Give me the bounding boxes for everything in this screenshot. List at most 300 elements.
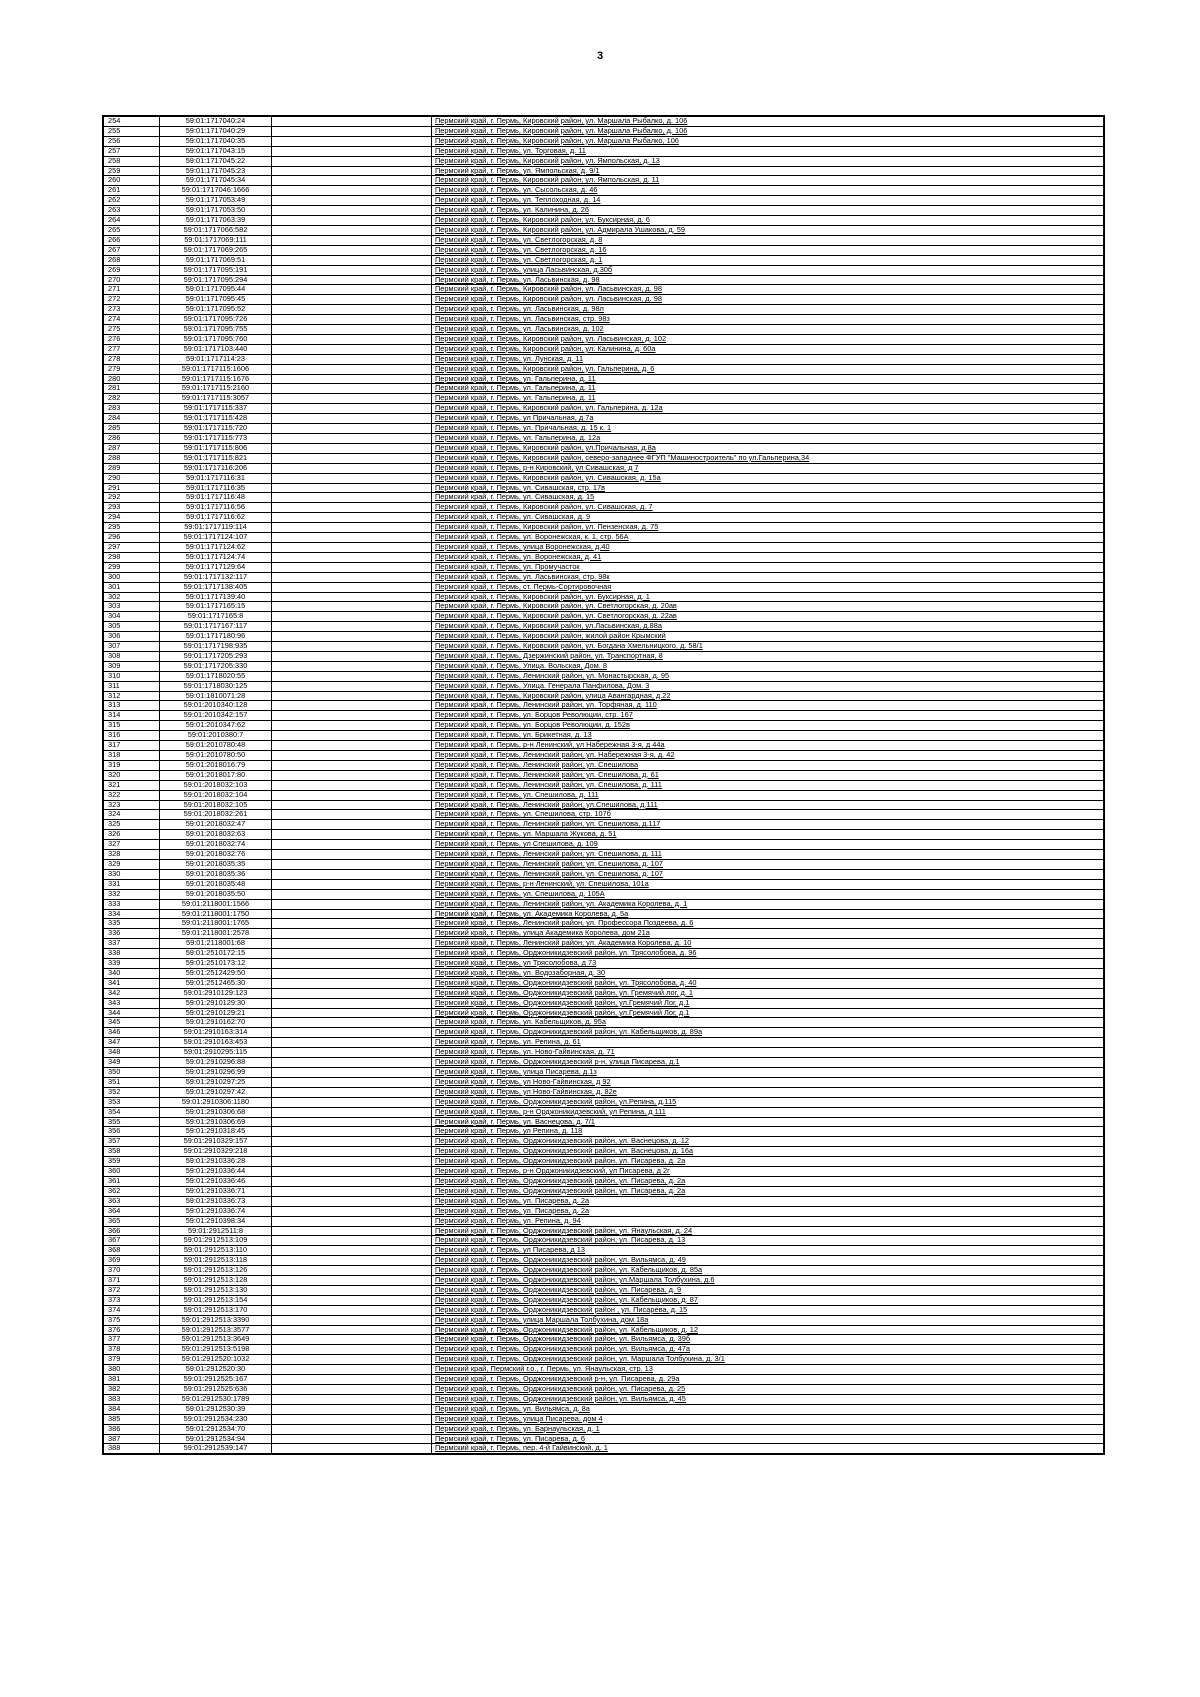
address: Пермский край, г. Пермь, ул. Сивашская, д. 9: [432, 513, 1104, 523]
table-row: [104, 1028, 1104, 1038]
row-number: 289: [104, 463, 160, 473]
empty-cell: [272, 711, 432, 721]
table-row: [104, 978, 1104, 988]
empty-cell: [272, 919, 432, 929]
address: Пермский край, г. Пермь, Орджоникидзевский район, ул. Писарева, д. 2а: [432, 1157, 1104, 1167]
table-row: [104, 810, 1104, 820]
address: Пермский край, г. Пермь, Кировский район, ул. Буксирная, д. 6: [432, 216, 1104, 226]
table-row: [104, 988, 1104, 998]
empty-cell: [272, 1147, 432, 1157]
table-row: [104, 1256, 1104, 1266]
row-number: 384: [104, 1404, 160, 1414]
table-row: [104, 443, 1104, 453]
table-row: [104, 1127, 1104, 1137]
cadastral-number: 59:01:2018032:63: [160, 830, 272, 840]
cadastral-number: 59:01:2010347:62: [160, 721, 272, 731]
table-row: [104, 473, 1104, 483]
empty-cell: [272, 354, 432, 364]
cadastral-number: 59:01:1717115:773: [160, 434, 272, 444]
address: Пермский край, г. Пермь, Ленинский район, ул. Спешилова: [432, 760, 1104, 770]
cadastral-number: 59:01:1717124:62: [160, 542, 272, 552]
cadastral-number: 59:01:1717138:405: [160, 582, 272, 592]
cadastral-number: 59:01:2910296:99: [160, 1068, 272, 1078]
row-number: 319: [104, 760, 160, 770]
address: Пермский край, г. Пермь, пер. 4-й Гайвинский, д. 1: [432, 1444, 1104, 1454]
address: Пермский край, г. Пермь, Орджоникидзевский район , ул. Писарева, д. 15: [432, 1305, 1104, 1315]
row-number: 304: [104, 612, 160, 622]
table-row: [104, 1246, 1104, 1256]
empty-cell: [272, 1048, 432, 1058]
cadastral-number: 59:01:2910336:73: [160, 1196, 272, 1206]
address: Пермский край, г. Пермь, Ленинский район, ул.Спешилова, д.111: [432, 800, 1104, 810]
row-number: 325: [104, 820, 160, 830]
table-row: [104, 513, 1104, 523]
address: Пермский край, г. Пермь, улица Маршала Толбухина, дом 18а: [432, 1315, 1104, 1325]
table-row: [104, 493, 1104, 503]
table-row: [104, 235, 1104, 245]
row-number: 308: [104, 651, 160, 661]
address: Пермский край, г. Пермь, Дзержинский район, ул. Транспортная, 8: [432, 651, 1104, 661]
empty-cell: [272, 513, 432, 523]
cadastral-number: 59:01:1717115:720: [160, 424, 272, 434]
cadastral-number: 59:01:2912539:147: [160, 1444, 272, 1454]
address: Пермский край, г. Пермь, ул. Ласьвинская, д. 98л: [432, 305, 1104, 315]
cadastral-number: 59:01:2018035:35: [160, 859, 272, 869]
row-number: 323: [104, 800, 160, 810]
empty-cell: [272, 1137, 432, 1147]
empty-cell: [272, 1285, 432, 1295]
address: Пермский край, г. Пермь, Орджоникидзевский район, ул. Трясолобова, д. 40: [432, 978, 1104, 988]
address: Пермский край, г. Пермь, Ленинский район, ул. Монастырская, д. 95: [432, 671, 1104, 681]
empty-cell: [272, 434, 432, 444]
table-row: [104, 176, 1104, 186]
cadastral-number: 59:01:1717116:56: [160, 503, 272, 513]
cadastral-number: 59:01:1717095:52: [160, 305, 272, 315]
empty-cell: [272, 503, 432, 513]
cadastral-number: 59:01:2512429:50: [160, 968, 272, 978]
cadastral-number: 59:01:2018032:104: [160, 790, 272, 800]
address: Пермский край, г. Пермь, Кировский район, ул. Гальперина, д. 12а: [432, 404, 1104, 414]
row-number: 270: [104, 275, 160, 285]
table-row: [104, 1335, 1104, 1345]
table-row: [104, 533, 1104, 543]
cadastral-number: 59:01:1717165:8: [160, 612, 272, 622]
table-row: [104, 315, 1104, 325]
empty-cell: [272, 1117, 432, 1127]
empty-cell: [272, 612, 432, 622]
table-row: [104, 671, 1104, 681]
cadastral-number: 59:01:1717069:51: [160, 255, 272, 265]
address: Пермский край, г. Пермь, ул. Гальперина, д. 11: [432, 374, 1104, 384]
empty-cell: [272, 949, 432, 959]
cadastral-number: 59:01:1717139:40: [160, 592, 272, 602]
address: Пермский край, г. Пермь, р-н Орджоникидзевский, ул Репина, д 111: [432, 1107, 1104, 1117]
cadastral-number: 59:01:1717116:35: [160, 483, 272, 493]
cadastral-number: 59:01:2910306:1180: [160, 1097, 272, 1107]
address: Пермский край, г. Пермь, ул Спешилова, д. 109: [432, 840, 1104, 850]
row-number: 299: [104, 562, 160, 572]
cadastral-number: 59:01:1717069:265: [160, 245, 272, 255]
address: Пермский край, г. Пермь, улица Академика Королева, дом 21а: [432, 929, 1104, 939]
table-row: [104, 344, 1104, 354]
row-number: 317: [104, 741, 160, 751]
cadastral-number: 59:01:2118001:68: [160, 939, 272, 949]
table-row: [104, 1355, 1104, 1365]
row-number: 352: [104, 1087, 160, 1097]
address: Пермский край, г. Пермь, ул. Академика Королева, д. 5а: [432, 909, 1104, 919]
table-row: [104, 305, 1104, 315]
address: Пермский край, г. Пермь, Ленинский район, ул. Спешилова, д.117: [432, 820, 1104, 830]
empty-cell: [272, 533, 432, 543]
cadastral-number: 59:01:2912534:70: [160, 1424, 272, 1434]
empty-cell: [272, 889, 432, 899]
address: Пермский край, г. Пермь, ул. Гальперина, д. 11: [432, 394, 1104, 404]
cadastral-number: 59:01:1717053:49: [160, 196, 272, 206]
row-number: 296: [104, 533, 160, 543]
cadastral-number: 59:01:1717040:35: [160, 136, 272, 146]
empty-cell: [272, 701, 432, 711]
address: Пермский край, г. Пермь, Кировский район, ул. Ласьвинская, д. 98: [432, 285, 1104, 295]
address: Пермский край, г. Пермь, улица Ласьвинская, д.30б: [432, 265, 1104, 275]
empty-cell: [272, 1068, 432, 1078]
row-number: 357: [104, 1137, 160, 1147]
table-row: [104, 1206, 1104, 1216]
row-number: 271: [104, 285, 160, 295]
cadastral-number: 59:01:2912513:3577: [160, 1325, 272, 1335]
empty-cell: [272, 671, 432, 681]
table-row: [104, 245, 1104, 255]
empty-cell: [272, 642, 432, 652]
empty-cell: [272, 751, 432, 761]
empty-cell: [272, 1325, 432, 1335]
cadastral-number: 59:01:1718020:55: [160, 671, 272, 681]
row-number: 303: [104, 602, 160, 612]
table-row: [104, 592, 1104, 602]
row-number: 274: [104, 315, 160, 325]
table-row: [104, 919, 1104, 929]
address: Пермский край, г. Пермь, Орджоникидзевский район, ул. Вильямса, д. 47а: [432, 1345, 1104, 1355]
page-number: 3: [596, 50, 604, 62]
address: Пермский край, г. Пермь, ул. Писарева, д. 2а: [432, 1196, 1104, 1206]
row-number: 322: [104, 790, 160, 800]
cadastral-number: 59:01:2912513:110: [160, 1246, 272, 1256]
empty-cell: [272, 186, 432, 196]
cadastral-number: 59:01:1717124:74: [160, 552, 272, 562]
row-number: 293: [104, 503, 160, 513]
empty-cell: [272, 859, 432, 869]
address: Пермский край, г. Пермь, Кировский район, улица Авангардная, д.22: [432, 691, 1104, 701]
row-number: 379: [104, 1355, 160, 1365]
empty-cell: [272, 1404, 432, 1414]
table-row: [104, 582, 1104, 592]
row-number: 272: [104, 295, 160, 305]
table-row: [104, 850, 1104, 860]
table-row: [104, 1107, 1104, 1117]
row-number: 294: [104, 513, 160, 523]
cadastral-number: 59:01:1717124:107: [160, 533, 272, 543]
address: Пермский край, г. Пермь, ул. Воронежская, д. 41: [432, 552, 1104, 562]
table-row: [104, 562, 1104, 572]
row-number: 341: [104, 978, 160, 988]
address: Пермский край, г. Пермь, Орджоникидзевский район, ул. Писарева, д. 2а: [432, 1176, 1104, 1186]
empty-cell: [272, 453, 432, 463]
table-row: [104, 701, 1104, 711]
row-number: 311: [104, 681, 160, 691]
address: Пермский край, г. Пермь, Ленинский район, ул. Академика Королева, д. 10: [432, 939, 1104, 949]
address: Пермский край, г. Пермь, Орджоникидзевский район, ул. Кабельщиков, д. 87: [432, 1295, 1104, 1305]
cadastral-number: 59:01:1717205:330: [160, 661, 272, 671]
row-number: 276: [104, 334, 160, 344]
cadastral-number: 59:01:1717053:50: [160, 206, 272, 216]
row-number: 297: [104, 542, 160, 552]
table-row: [104, 136, 1104, 146]
table-row: [104, 265, 1104, 275]
address: Пермский край, г. Пермь, Ленинский район, ул. Торфяная, д. 110: [432, 701, 1104, 711]
address: Пермский край, г. Пермь, Ленинский район, ул. Спешилова, д. 107: [432, 869, 1104, 879]
empty-cell: [272, 176, 432, 186]
address: Пермский край, г. Пермь, Орджоникидзевский р-н, улица Писарева, д.1: [432, 1058, 1104, 1068]
cadastral-number: 59:01:2018016:79: [160, 760, 272, 770]
empty-cell: [272, 255, 432, 265]
cadastral-number: 59:01:1717115:3057: [160, 394, 272, 404]
empty-cell: [272, 830, 432, 840]
empty-cell: [272, 1028, 432, 1038]
address: Пермский край, г. Пермь, ул. Барнаульская, д. 1: [432, 1424, 1104, 1434]
empty-cell: [272, 225, 432, 235]
empty-cell: [272, 1375, 432, 1385]
address: Пермский край, г. Пермь, ул. Спешилова, д. 111: [432, 790, 1104, 800]
row-number: 351: [104, 1077, 160, 1087]
table-row: [104, 1285, 1104, 1295]
cadastral-number: 59:01:2910306:68: [160, 1107, 272, 1117]
address: Пермский край, г. Пермь, ул Ново-Гайвинская, д 92: [432, 1077, 1104, 1087]
address: Пермский край, г. Пермь, Орджоникидзевский район, ул. Янаульская, д. 24: [432, 1226, 1104, 1236]
cadastral-number: 59:01:2912525:167: [160, 1375, 272, 1385]
empty-cell: [272, 939, 432, 949]
address: Пермский край, г. Пермь, Кировский район, ул. Гальперина, д. 6: [432, 364, 1104, 374]
table-row: [104, 651, 1104, 661]
address: Пермский край, г. Пермь, ул. Калинина, д. 26: [432, 206, 1104, 216]
empty-cell: [272, 334, 432, 344]
table-row: [104, 1077, 1104, 1087]
empty-cell: [272, 622, 432, 632]
cadastral-number: 59:01:2912513:109: [160, 1236, 272, 1246]
cadastral-number: 59:01:1717095:726: [160, 315, 272, 325]
address: Пермский край, г. Пермь, ул. Брикетная, д. 13: [432, 731, 1104, 741]
row-number: 378: [104, 1345, 160, 1355]
address: Пермский край, г. Пермь, ул. Гальперина, д. 12а: [432, 434, 1104, 444]
cadastral-number: 59:01:2118001:1566: [160, 899, 272, 909]
cadastral-number: 59:01:1717095:44: [160, 285, 272, 295]
cadastral-number: 59:01:2010780:48: [160, 741, 272, 751]
cadastral-number: 59:01:1717095:760: [160, 334, 272, 344]
empty-cell: [272, 681, 432, 691]
empty-cell: [272, 196, 432, 206]
empty-cell: [272, 1018, 432, 1028]
empty-cell: [272, 542, 432, 552]
row-number: 363: [104, 1196, 160, 1206]
empty-cell: [272, 1295, 432, 1305]
address: Пермский край, г. Пермь, ул. Ласьвинская, стр. 98з: [432, 315, 1104, 325]
cadastral-number: 59:01:1717116:62: [160, 513, 272, 523]
address: Пермский край, г. Пермь, Улица. Генерала Панфилова, Дом. 3: [432, 681, 1104, 691]
row-number: 329: [104, 859, 160, 869]
table-row: [104, 1394, 1104, 1404]
row-number: 387: [104, 1434, 160, 1444]
cadastral-number: 59:01:2910297:42: [160, 1087, 272, 1097]
row-number: 367: [104, 1236, 160, 1246]
cadastral-number: 59:01:2910163:314: [160, 1028, 272, 1038]
address: Пермский край, г. Пермь, ул. Светлогорская, д. 16: [432, 245, 1104, 255]
row-number: 260: [104, 176, 160, 186]
empty-cell: [272, 1246, 432, 1256]
table-row: [104, 1375, 1104, 1385]
row-number: 281: [104, 384, 160, 394]
cadastral-number: 59:01:2018017:80: [160, 770, 272, 780]
empty-cell: [272, 245, 432, 255]
empty-cell: [272, 344, 432, 354]
cadastral-number: 59:01:2010340:128: [160, 701, 272, 711]
empty-cell: [272, 493, 432, 503]
cadastral-number: 59:01:2910297:25: [160, 1077, 272, 1087]
empty-cell: [272, 156, 432, 166]
address: Пермский край, г. Пермь, ул. Промучасток: [432, 562, 1104, 572]
address: Пермский край, г. Пермь, Кировский район, ул. Ямпольская, д. 13: [432, 156, 1104, 166]
row-number: 291: [104, 483, 160, 493]
cadastral-number: 59:01:2118001:2578: [160, 929, 272, 939]
row-number: 371: [104, 1276, 160, 1286]
cadastral-number: 59:01:2910162:70: [160, 1018, 272, 1028]
table-row: [104, 1345, 1104, 1355]
row-number: 282: [104, 394, 160, 404]
row-number: 342: [104, 988, 160, 998]
cadastral-number: 59:01:1717095:294: [160, 275, 272, 285]
cadastral-number: 59:01:2910306:69: [160, 1117, 272, 1127]
empty-cell: [272, 275, 432, 285]
table-row: [104, 572, 1104, 582]
empty-cell: [272, 562, 432, 572]
table-row: [104, 146, 1104, 156]
address: Пермский край, г. Пермь, ул. Причальная, д. 15 к. 1: [432, 424, 1104, 434]
empty-cell: [272, 126, 432, 136]
empty-cell: [272, 1414, 432, 1424]
empty-cell: [272, 394, 432, 404]
empty-cell: [272, 1345, 432, 1355]
empty-cell: [272, 691, 432, 701]
address: Пермский край, г. Пермь, Ленинский район, ул. Академика Королева, д. 1: [432, 899, 1104, 909]
row-number: 285: [104, 424, 160, 434]
cadastral-number: 59:01:1717115:806: [160, 443, 272, 453]
table-row: [104, 770, 1104, 780]
cadastral-number: 59:01:1717045:23: [160, 166, 272, 176]
row-number: 337: [104, 939, 160, 949]
cadastral-number: 59:01:2910318:45: [160, 1127, 272, 1137]
table-row: [104, 1385, 1104, 1395]
cadastral-number: 59:01:2910163:453: [160, 1038, 272, 1048]
row-number: 286: [104, 434, 160, 444]
empty-cell: [272, 235, 432, 245]
row-number: 307: [104, 642, 160, 652]
table-row: [104, 453, 1104, 463]
table-row: [104, 503, 1104, 513]
empty-cell: [272, 424, 432, 434]
cadastral-number: 59:01:2910336:74: [160, 1206, 272, 1216]
cadastral-number: 59:01:1717063:39: [160, 216, 272, 226]
table-row: [104, 869, 1104, 879]
empty-cell: [272, 265, 432, 275]
address: Пермский край, г. Пермь, Кировский район, ул. Адмирала Ушакова, д. 59: [432, 225, 1104, 235]
cadastral-number: 59:01:2910295:115: [160, 1048, 272, 1058]
cadastral-number: 59:01:2910129:123: [160, 988, 272, 998]
empty-cell: [272, 820, 432, 830]
cadastral-number: 59:01:2910296:88: [160, 1058, 272, 1068]
row-number: 292: [104, 493, 160, 503]
table-row: [104, 552, 1104, 562]
cadastral-number: 59:01:2018032:103: [160, 780, 272, 790]
empty-cell: [272, 810, 432, 820]
address: Пермский край, г. Пермь, р-н Ленинский, ул. Спешилова, 101а: [432, 879, 1104, 889]
table-row: [104, 711, 1104, 721]
cadastral-number: 59:01:2912513:5198: [160, 1345, 272, 1355]
cadastral-number: 59:01:1717046:1666: [160, 186, 272, 196]
cadastral-number: 59:01:1717167:117: [160, 622, 272, 632]
empty-cell: [272, 1236, 432, 1246]
row-number: 330: [104, 869, 160, 879]
empty-cell: [272, 899, 432, 909]
table-row: [104, 622, 1104, 632]
cadastral-number: 59:01:2912530:39: [160, 1404, 272, 1414]
row-number: 369: [104, 1256, 160, 1266]
empty-cell: [272, 929, 432, 939]
table-row: [104, 949, 1104, 959]
row-number: 386: [104, 1424, 160, 1434]
cadastral-number: 59:01:1717045:34: [160, 176, 272, 186]
table-row: [104, 1038, 1104, 1048]
address: Пермский край, г. Пермь, Орджоникидзевский район, ул. Васнецова, д. 12: [432, 1137, 1104, 1147]
address: Пермский край, г. Пермь, Кировский район, ул. Богдана Хмельницкого, д. 58/1: [432, 642, 1104, 652]
table-row: [104, 334, 1104, 344]
address: Пермский край, г. Пермь, Кировский район, ул. Буксирная, д. 1: [432, 592, 1104, 602]
cadastral-number: 59:01:2018035:36: [160, 869, 272, 879]
row-number: 318: [104, 751, 160, 761]
table-row: [104, 1008, 1104, 1018]
table-row: [104, 126, 1104, 136]
table-row: [104, 1048, 1104, 1058]
row-number: 321: [104, 780, 160, 790]
empty-cell: [272, 1097, 432, 1107]
address: Пермский край, г. Пермь, ул. Писарева, д. 2а: [432, 1206, 1104, 1216]
row-number: 327: [104, 840, 160, 850]
table-row: [104, 542, 1104, 552]
cadastral-number: 59:01:2912534:230: [160, 1414, 272, 1424]
table-row: [104, 899, 1104, 909]
cadastral-number: 59:01:2018032:261: [160, 810, 272, 820]
row-number: 376: [104, 1325, 160, 1335]
empty-cell: [272, 1256, 432, 1266]
row-number: 373: [104, 1295, 160, 1305]
table-row: [104, 1236, 1104, 1246]
cadastral-number: 59:01:2018032:47: [160, 820, 272, 830]
row-number: 356: [104, 1127, 160, 1137]
table-row: [104, 820, 1104, 830]
empty-cell: [272, 869, 432, 879]
cadastral-number: 59:01:1717069:111: [160, 235, 272, 245]
cadastral-number: 59:01:2910336:71: [160, 1186, 272, 1196]
empty-cell: [272, 305, 432, 315]
cadastral-number: 59:01:2912513:3390: [160, 1315, 272, 1325]
table-row: [104, 354, 1104, 364]
cadastral-table-wrapper: [102, 115, 1105, 1455]
